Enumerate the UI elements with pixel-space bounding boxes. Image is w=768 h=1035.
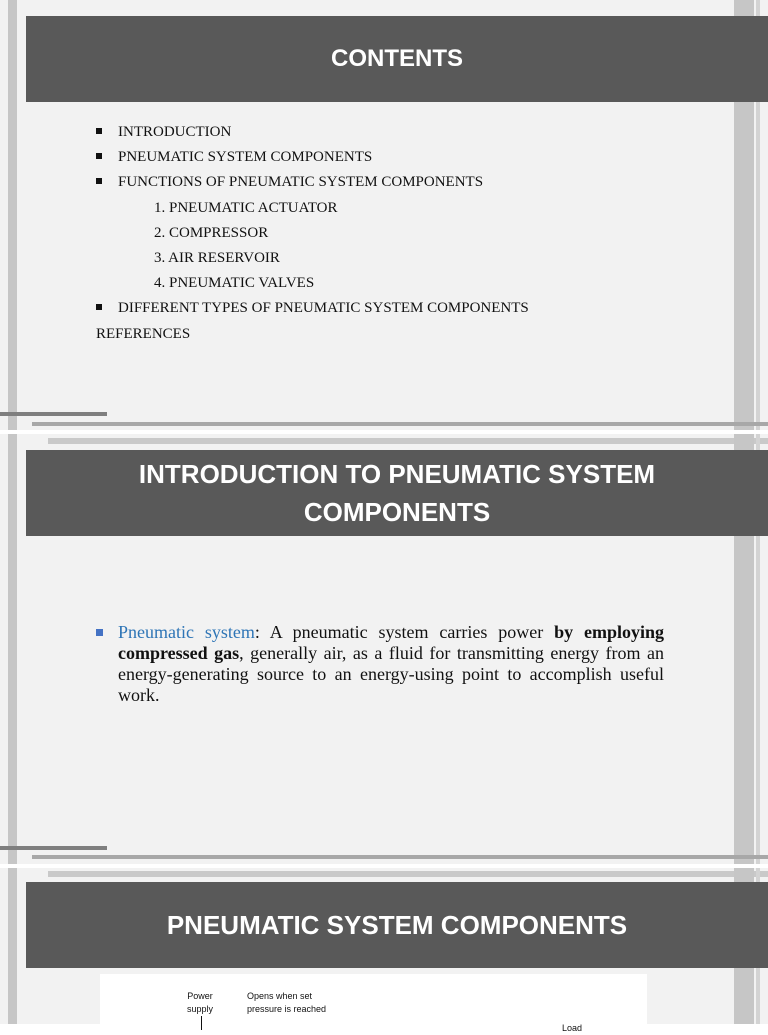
toc-subitem: 3. AIR RESERVOIR — [154, 249, 280, 266]
slide-components — [0, 868, 768, 1033]
label-opens-when-set: Opens when set pressure is reached — [247, 991, 327, 1014]
slide-introduction — [0, 434, 768, 864]
frame-line-bottom-light — [32, 855, 768, 859]
emphasis-text: by employing compressed gas — [118, 622, 664, 663]
slide-title: INTRODUCTION TO PNEUMATIC SYSTEM COMPONENTS — [26, 450, 768, 536]
frame-line-bottom-dark — [0, 846, 107, 850]
bullet-icon — [96, 128, 102, 134]
label-load: Load — [562, 1023, 583, 1033]
frame-line-left — [8, 868, 17, 1024]
term-pneumatic-system: Pneumatic system — [118, 622, 255, 642]
toc-subitem: 4. PNEUMATIC VALVES — [154, 275, 315, 292]
toc-item: DIFFERENT TYPES OF PNEUMATIC SYSTEM COMPONENTS — [96, 298, 529, 323]
slide-contents — [0, 0, 768, 430]
diagram-wire — [201, 1016, 202, 1030]
toc-item-references: REFERENCES — [96, 325, 191, 342]
bullet-icon — [96, 178, 102, 184]
slide-title: PNEUMATIC SYSTEM COMPONENTS — [26, 882, 768, 968]
table-of-contents — [96, 122, 529, 349]
frame-line-bottom-light — [32, 422, 768, 426]
toc-subitem: 2. COMPRESSOR — [154, 224, 269, 241]
toc-item: FUNCTIONS OF PNEUMATIC SYSTEM COMPONENTS — [96, 172, 529, 197]
frame-line-top — [48, 871, 768, 877]
slide-title: CONTENTS — [26, 16, 768, 102]
intro-paragraph: Pneumatic system: A pneumatic system carries power by employing compressed gas, generally air, as a fluid for transmitting energy from an energy-generating source to an energy-using point to accomplish useful work. — [96, 622, 664, 706]
label-power-supply: Power supply — [186, 991, 213, 1014]
toc-subitem: 1. PNEUMATIC ACTUATOR — [154, 199, 338, 216]
frame-line-left — [8, 0, 17, 430]
components-diagram — [100, 974, 647, 1034]
bullet-icon — [96, 629, 103, 636]
frame-line-left — [8, 434, 17, 864]
toc-item: INTRODUCTION — [96, 122, 529, 147]
bullet-icon — [96, 153, 102, 159]
frame-line-bottom-dark — [0, 412, 107, 416]
bullet-icon — [96, 304, 102, 310]
frame-line-top — [48, 438, 768, 444]
toc-item: PNEUMATIC SYSTEM COMPONENTS — [96, 147, 529, 172]
